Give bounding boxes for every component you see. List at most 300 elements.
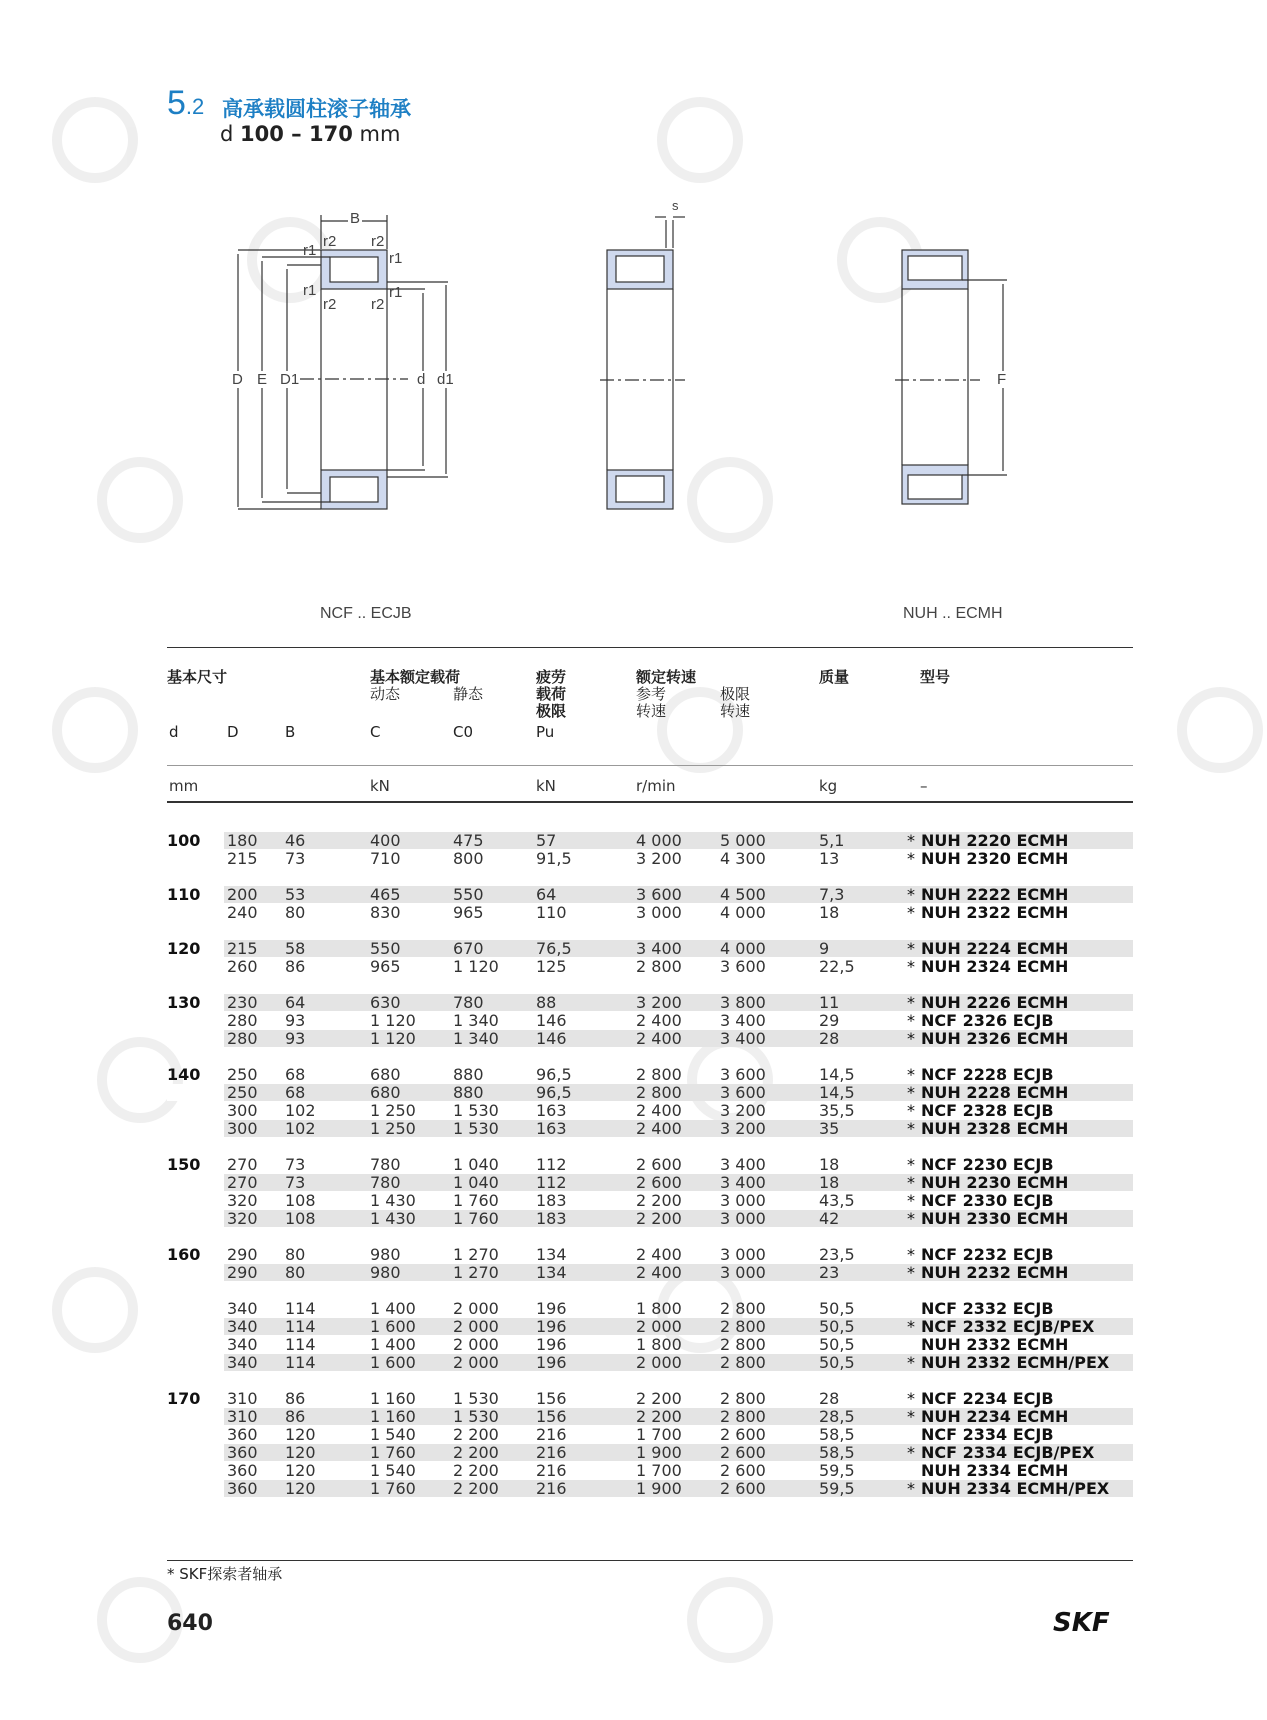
cell-ref: 2 400 [636,1101,682,1120]
cell-star: * [907,831,915,850]
cell-pu: 146 [536,1029,567,1048]
section-subtitle: d 100 – 170 mm [220,122,401,146]
table-row [167,1480,1133,1497]
table-row [167,1084,1133,1101]
cell-kg: 9 [819,939,830,958]
cell-ref: 2 800 [636,1065,682,1084]
cell-star: * [907,1209,915,1228]
cell-c0: 1 270 [453,1245,499,1264]
unit-mm: mm [169,777,199,795]
cell-c: 1 250 [370,1119,416,1138]
cell-des: NCF 2328 ECJB [921,1101,1054,1120]
footnote: * SKF探索者轴承 [167,1565,283,1583]
cell-ref: 1 700 [636,1425,682,1444]
cell-star: * [907,1173,915,1192]
cell-c0: 1 760 [453,1191,499,1210]
ncf-axial-drawing [595,200,705,520]
cell-star: * [907,1389,915,1408]
cell-pu: 183 [536,1209,567,1228]
cell-pu: 88 [536,993,557,1012]
cell-c: 965 [370,957,401,976]
dim-label-r2: r2 [323,296,337,313]
cell-ref: 2 000 [636,1317,682,1336]
cell-kg: 22,5 [819,957,855,976]
cell-ref: 1 900 [636,1479,682,1498]
cell-c: 1 760 [370,1479,416,1498]
cell-kg: 58,5 [819,1425,855,1444]
cell-pu: 216 [536,1443,567,1462]
cell-lim: 3 000 [720,1209,766,1228]
cell-kg: 50,5 [819,1317,855,1336]
cell-des: NUH 2220 ECMH [921,831,1069,850]
bore-diameter: 170 [167,1389,201,1408]
header-limiting: 极限 转速 [720,685,751,720]
cell-pu: 125 [536,957,567,976]
cell-b: 86 [285,1389,306,1408]
table-row [167,1426,1133,1443]
cell-kg: 13 [819,849,840,868]
cell-b: 46 [285,831,306,850]
cell-c0: 1 530 [453,1101,499,1120]
cell-c: 680 [370,1065,401,1084]
cell-ref: 4 000 [636,831,682,850]
cell-d: 360 [227,1425,258,1444]
bore-diameter-cell [167,1192,224,1209]
bore-diameter-cell [167,1264,224,1281]
cell-des: NCF 2332 ECJB [921,1299,1054,1318]
table-row [167,1210,1133,1227]
table-row [167,1246,1133,1263]
cell-lim: 2 800 [720,1353,766,1372]
cell-lim: 3 600 [720,1065,766,1084]
cell-c0: 2 000 [453,1317,499,1336]
cell-c: 830 [370,903,401,922]
dim-label-d-outer: D [232,371,243,388]
cell-c0: 1 340 [453,1011,499,1030]
section-number: 5.2 [167,84,205,122]
cell-pu: 57 [536,831,557,850]
cell-b: 120 [285,1479,316,1498]
dim-label-b: B [350,210,361,227]
cell-kg: 58,5 [819,1443,855,1462]
header-load-ratings: 基本额定载荷 [370,668,461,686]
cell-c: 1 400 [370,1335,416,1354]
cell-des: NUH 2334 ECMH [921,1461,1069,1480]
cell-c0: 2 200 [453,1443,499,1462]
cell-d: 360 [227,1443,258,1462]
cell-pu: 112 [536,1155,567,1174]
cell-c: 1 160 [370,1389,416,1408]
cell-b: 80 [285,1263,306,1282]
unit-dash: – [920,777,928,795]
table-row [167,1318,1133,1335]
header-static: 静态 [453,685,484,703]
cell-d: 270 [227,1173,258,1192]
bore-diameter-cell [167,1102,224,1119]
cell-pu: 134 [536,1263,567,1282]
cell-ref: 1 800 [636,1299,682,1318]
cell-pu: 216 [536,1461,567,1480]
cell-c0: 880 [453,1065,484,1084]
cell-lim: 5 000 [720,831,766,850]
cell-d: 340 [227,1317,258,1336]
table-row [167,1192,1133,1209]
cell-b: 58 [285,939,306,958]
cell-kg: 28 [819,1029,840,1048]
table-row [167,1012,1133,1029]
cell-c0: 2 000 [453,1299,499,1318]
cell-c: 980 [370,1245,401,1264]
sym-C0: C0 [453,723,474,741]
bore-diameter-cell [167,1030,224,1047]
cell-kg: 28 [819,1389,840,1408]
bore-diameter: 160 [167,1245,201,1264]
cell-des: NCF 2334 ECJB/PEX [921,1443,1095,1462]
cell-d: 215 [227,939,258,958]
cell-c: 1 400 [370,1299,416,1318]
cell-c: 980 [370,1263,401,1282]
header-basic-dims: 基本尺寸 [167,668,228,686]
cell-c0: 880 [453,1083,484,1102]
dim-label-r2: r2 [371,296,385,313]
cell-des: NCF 2232 ECJB [921,1245,1054,1264]
table-row [167,958,1133,975]
unit-speed: r/min [636,777,676,795]
table-row [167,832,1133,849]
table-row [167,1336,1133,1353]
cell-d: 200 [227,885,258,904]
cell-des: NUH 2324 ECMH [921,957,1069,976]
cell-des: NUH 2224 ECMH [921,939,1069,958]
table-row [167,1462,1133,1479]
cell-c: 1 760 [370,1443,416,1462]
unit-kn-fatigue: kN [536,777,556,795]
cell-d: 230 [227,993,258,1012]
cell-lim: 3 400 [720,1173,766,1192]
bore-diameter: 110 [167,885,201,904]
cell-star: * [907,849,915,868]
cell-kg: 59,5 [819,1479,855,1498]
cell-star: * [907,1119,915,1138]
cell-b: 73 [285,1155,306,1174]
cell-b: 114 [285,1299,316,1318]
cell-pu: 196 [536,1317,567,1336]
cell-star: * [907,1245,915,1264]
cell-pu: 196 [536,1299,567,1318]
cell-d: 240 [227,903,258,922]
cell-des: NUH 2228 ECMH [921,1083,1069,1102]
cell-des: NCF 2332 ECJB/PEX [921,1317,1095,1336]
table-row [167,994,1133,1011]
cell-b: 68 [285,1065,306,1084]
cell-des: NUH 2334 ECMH/PEX [921,1479,1110,1498]
cell-kg: 23,5 [819,1245,855,1264]
cell-d: 360 [227,1479,258,1498]
bore-diameter-cell [167,1210,224,1227]
cell-kg: 28,5 [819,1407,855,1426]
cell-c0: 780 [453,993,484,1012]
cell-kg: 11 [819,993,840,1012]
cell-kg: 18 [819,1155,840,1174]
cell-c: 1 430 [370,1209,416,1228]
table-row [167,850,1133,867]
cell-ref: 1 800 [636,1335,682,1354]
table-row [167,1300,1133,1317]
cell-c0: 475 [453,831,484,850]
cell-lim: 3 200 [720,1119,766,1138]
ncf-drawing [220,205,470,525]
cell-star: * [907,1479,915,1498]
skf-logo [1053,1608,1133,1636]
cell-b: 120 [285,1461,316,1480]
bore-diameter-cell [167,850,224,867]
cell-des: NCF 2330 ECJB [921,1191,1054,1210]
sym-Pu: Pu [536,723,555,741]
cell-star: * [907,903,915,922]
cell-b: 73 [285,849,306,868]
dim-label-r1: r1 [303,242,317,259]
dim-label-r1: r1 [303,282,317,299]
cell-c0: 670 [453,939,484,958]
caption-ncf: NCF .. ECJB [320,605,412,622]
cell-ref: 2 800 [636,957,682,976]
header-fatigue: 疲劳 载荷 极限 [536,668,567,720]
cell-c0: 1 040 [453,1173,499,1192]
cell-lim: 3 600 [720,957,766,976]
cell-b: 73 [285,1173,306,1192]
cell-c0: 1 120 [453,957,499,976]
cell-c: 1 540 [370,1461,416,1480]
cell-star: * [907,1263,915,1282]
cell-c0: 1 530 [453,1407,499,1426]
bore-diameter-cell [167,886,224,903]
cell-lim: 2 800 [720,1335,766,1354]
cell-lim: 2 800 [720,1389,766,1408]
cell-des: NUH 2328 ECMH [921,1119,1069,1138]
cell-c: 1 600 [370,1353,416,1372]
cell-b: 108 [285,1209,316,1228]
table-row [167,1408,1133,1425]
cell-pu: 156 [536,1389,567,1408]
cell-star: * [907,1101,915,1120]
cell-pu: 196 [536,1335,567,1354]
cell-b: 64 [285,993,306,1012]
table-row [167,1102,1133,1119]
cell-c: 630 [370,993,401,1012]
cell-kg: 29 [819,1011,840,1030]
cell-kg: 50,5 [819,1353,855,1372]
cell-kg: 7,3 [819,885,845,904]
cell-pu: 196 [536,1353,567,1372]
sym-d: d [169,723,179,741]
svg-text:SKF: SKF [1053,1608,1110,1636]
bore-diameter-cell [167,1246,224,1263]
dim-label-e: E [257,371,268,388]
bore-diameter-cell [167,904,224,921]
cell-lim: 2 800 [720,1317,766,1336]
cell-des: NCF 2234 ECJB [921,1389,1054,1408]
cell-ref: 2 400 [636,1263,682,1282]
cell-d: 290 [227,1263,258,1282]
cell-ref: 2 200 [636,1389,682,1408]
cell-lim: 4 000 [720,903,766,922]
cell-d: 180 [227,831,258,850]
cell-ref: 3 400 [636,939,682,958]
cell-b: 93 [285,1011,306,1030]
cell-lim: 2 800 [720,1299,766,1318]
cell-d: 340 [227,1335,258,1354]
cell-star: * [907,939,915,958]
cell-des: NUH 2332 ECMH/PEX [921,1353,1110,1372]
bore-diameter-cell [167,1462,224,1479]
cell-star: * [907,1029,915,1048]
dim-label-r2: r2 [371,233,385,250]
cell-b: 114 [285,1317,316,1336]
bore-diameter: 150 [167,1155,201,1174]
cell-c: 1 120 [370,1011,416,1030]
table-row [167,1030,1133,1047]
cell-ref: 2 400 [636,1119,682,1138]
cell-c: 550 [370,939,401,958]
cell-ref: 1 700 [636,1461,682,1480]
cell-c: 1 250 [370,1101,416,1120]
cell-d: 280 [227,1029,258,1048]
cell-b: 53 [285,885,306,904]
cell-des: NUH 2226 ECMH [921,993,1069,1012]
dim-label-s: s [672,198,679,213]
cell-kg: 18 [819,1173,840,1192]
cell-c0: 1 270 [453,1263,499,1282]
footnote-rule [167,1560,1133,1561]
cell-d: 270 [227,1155,258,1174]
cell-d: 320 [227,1209,258,1228]
cell-pu: 216 [536,1479,567,1498]
cell-des: NUH 2332 ECMH [921,1335,1069,1354]
bore-diameter-cell [167,940,224,957]
dim-label-r2: r2 [323,233,337,250]
cell-ref: 2 600 [636,1173,682,1192]
cell-c0: 2 200 [453,1461,499,1480]
cell-des: NCF 2228 ECJB [921,1065,1054,1084]
cell-c0: 1 340 [453,1029,499,1048]
cell-star: * [907,1317,915,1336]
bore-diameter-cell [167,1084,224,1101]
cell-des: NUH 2232 ECMH [921,1263,1069,1282]
bore-diameter-cell [167,958,224,975]
cell-d: 340 [227,1353,258,1372]
sym-D: D [227,723,239,741]
cell-d: 280 [227,1011,258,1030]
cell-b: 80 [285,903,306,922]
cell-b: 86 [285,1407,306,1426]
cell-lim: 3 000 [720,1191,766,1210]
cell-c0: 1 040 [453,1155,499,1174]
cell-kg: 50,5 [819,1299,855,1318]
cell-des: NUH 2234 ECMH [921,1407,1069,1426]
bore-diameter-cell [167,1426,224,1443]
cell-ref: 2 400 [636,1029,682,1048]
cell-b: 120 [285,1425,316,1444]
table-top-rule [167,647,1133,648]
cell-star: * [907,957,915,976]
table-row [167,1156,1133,1173]
cell-kg: 23 [819,1263,840,1282]
dim-label-d1-inner: d1 [437,371,454,388]
table-row [167,1264,1133,1281]
cell-lim: 2 800 [720,1407,766,1426]
cell-star: * [907,885,915,904]
cell-lim: 3 000 [720,1245,766,1264]
bore-diameter-cell [167,1120,224,1137]
table-row [167,1354,1133,1371]
bore-diameter-cell [167,1354,224,1371]
cell-c0: 800 [453,849,484,868]
bore-diameter-cell [167,994,224,1011]
bore-diameter: 140 [167,1065,201,1084]
cell-lim: 3 000 [720,1263,766,1282]
table-row [167,1444,1133,1461]
cell-c: 1 540 [370,1425,416,1444]
cell-pu: 134 [536,1245,567,1264]
cell-ref: 2 400 [636,1011,682,1030]
cell-star: * [907,1191,915,1210]
cell-d: 215 [227,849,258,868]
sym-C: C [370,723,381,741]
cell-lim: 2 600 [720,1479,766,1498]
cell-kg: 5,1 [819,831,845,850]
cell-lim: 2 600 [720,1443,766,1462]
bore-diameter-cell [167,1156,224,1173]
cell-c: 710 [370,849,401,868]
cell-d: 290 [227,1245,258,1264]
cell-d: 310 [227,1389,258,1408]
cell-kg: 59,5 [819,1461,855,1480]
cell-kg: 14,5 [819,1083,855,1102]
cell-lim: 2 600 [720,1461,766,1480]
cell-pu: 112 [536,1173,567,1192]
cell-b: 114 [285,1353,316,1372]
cell-ref: 2 800 [636,1083,682,1102]
cell-c0: 1 530 [453,1119,499,1138]
cell-b: 93 [285,1029,306,1048]
bore-diameter-cell [167,1066,224,1083]
cell-b: 102 [285,1101,316,1120]
cell-lim: 3 400 [720,1029,766,1048]
header-designation: 型号 [920,668,951,686]
cell-c0: 1 760 [453,1209,499,1228]
cell-lim: 3 400 [720,1011,766,1030]
cell-star: * [907,1407,915,1426]
cell-des: NUH 2330 ECMH [921,1209,1069,1228]
unit-kg: kg [819,777,838,795]
cell-pu: 163 [536,1101,567,1120]
cell-des: NUH 2326 ECMH [921,1029,1069,1048]
cell-c: 1 430 [370,1191,416,1210]
cell-c0: 2 200 [453,1479,499,1498]
cell-des: NUH 2230 ECMH [921,1173,1069,1192]
bore-diameter-cell [167,832,224,849]
bore-diameter-cell [167,1300,224,1317]
cell-pu: 146 [536,1011,567,1030]
cell-b: 80 [285,1245,306,1264]
cell-kg: 43,5 [819,1191,855,1210]
cell-d: 250 [227,1065,258,1084]
bore-diameter-cell [167,1012,224,1029]
cell-des: NUH 2222 ECMH [921,885,1069,904]
dim-label-d1-outer: D1 [280,371,300,388]
section-title: 高承载圆柱滚子轴承 [222,97,411,121]
cell-des: NUH 2322 ECMH [921,903,1069,922]
